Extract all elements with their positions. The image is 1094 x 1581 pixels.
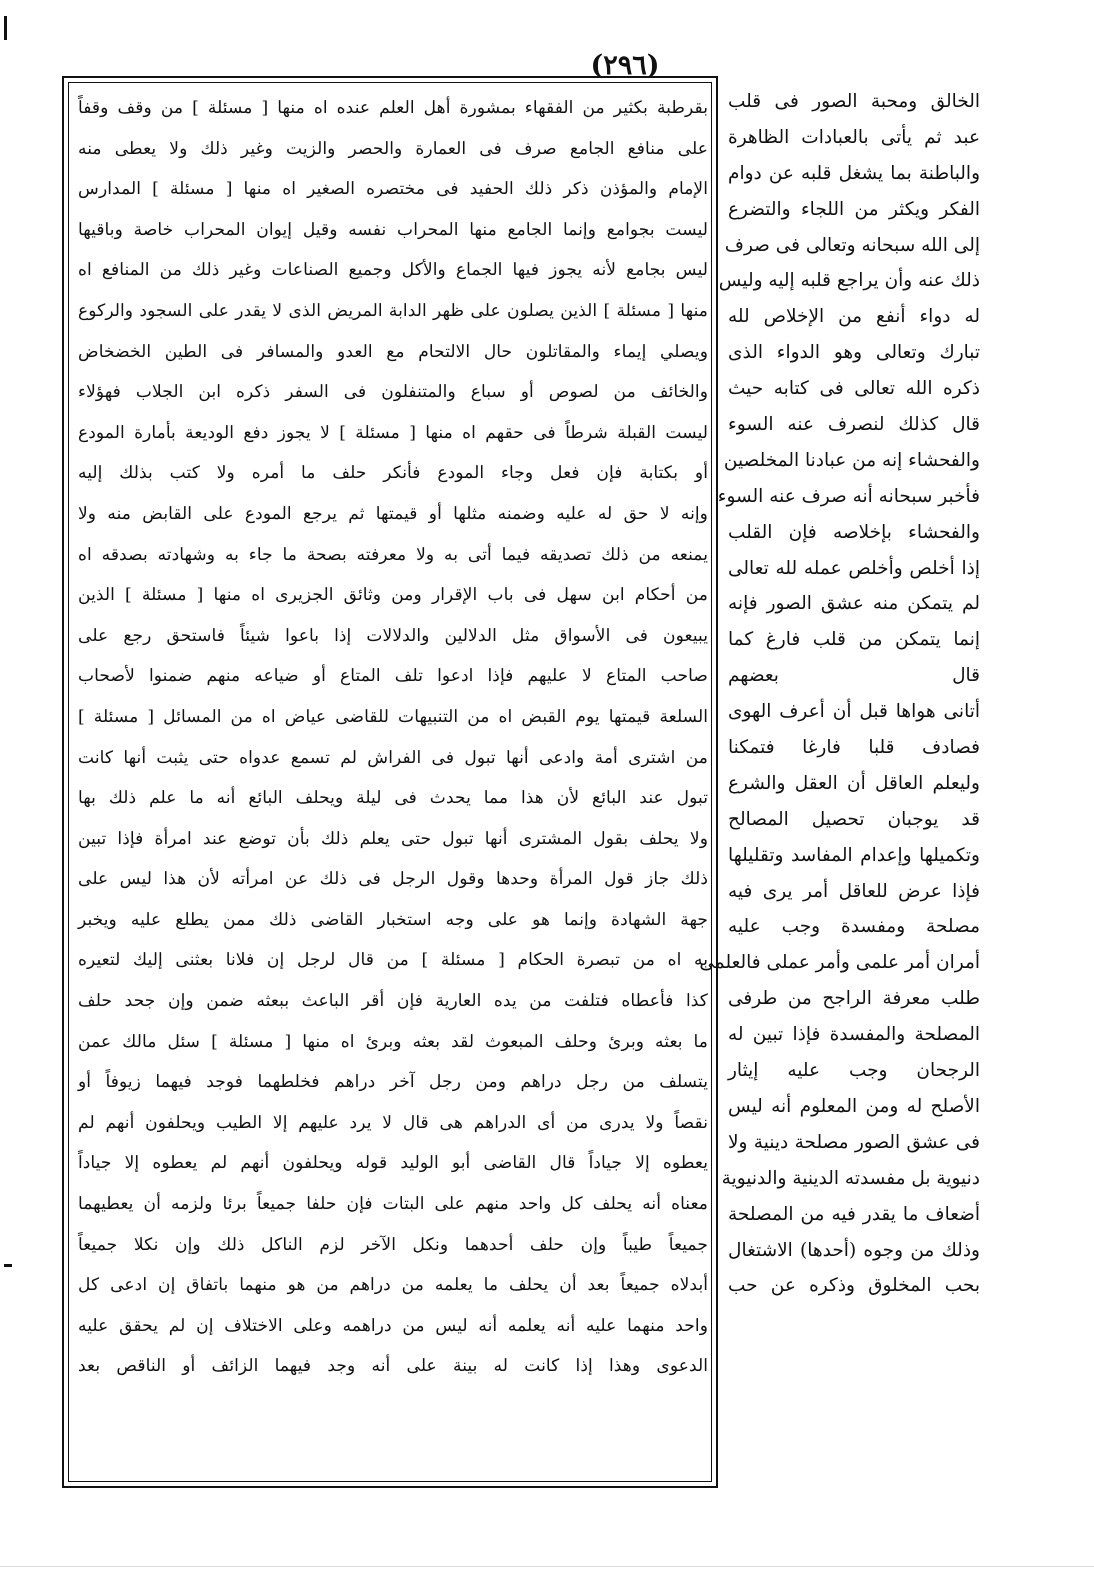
- margin-text-line: عبد ثم يأتى بالعبادات الظاهرة: [728, 126, 980, 148]
- main-text-line: السلعة قيمتها يوم القبض اه من التنبيهات للقاضى عياض اه من المسائل [ مسئلة ]: [78, 706, 708, 727]
- main-text-line: به اه من تبصرة الحكام [ مسئلة ] من قال لرجل إن فلانا بعثنى إليك لتعيره: [78, 950, 708, 971]
- margin-text-line: المصلحة والمفسدة فإذا تبين له: [728, 1024, 980, 1046]
- margin-text-line: وليعلم العاقل أن العقل والشرع: [728, 772, 980, 794]
- main-text-line: يعطوه إلا جياداً قال القاضى أبو الوليد قوله ويحلفون أنهم لم يعطوه إلا جياداً: [78, 1153, 708, 1174]
- margin-text-line: له دواء أنفع من الإخلاص لله: [728, 306, 980, 328]
- main-text-line: يمنعه من ذلك تصديقه فيما أتى به ولا معرفته بصحة ما جاء به وشهادته بصدقه اه: [78, 544, 708, 565]
- main-text-line: تبول عند البائع لأن هذا مما يحدث فى ليلة ويحلف البائع أنه ما علم ذلك بها: [78, 788, 708, 809]
- margin-text-line: والفحشاء بإخلاصه فإن القلب: [728, 521, 980, 543]
- main-text-line: الدعوى وهذا إذا كانت له بينة على أنه وجد فيهما الزائف أو الناقص بعد: [78, 1356, 708, 1377]
- scan-edge-mark: [4, 16, 7, 40]
- main-text-line: الإمام والمؤذن ذكر ذلك الحفيد فى مختصره الصغير اه منها [ مسئلة ] المدارس: [78, 179, 708, 200]
- main-text-line: ويصلي إيماء والمقاتلون حال الالتحام مع العدو والمسافر فى الطين الخضخاض: [78, 341, 708, 362]
- margin-text-line: إذا أخلص وأخلص عمله لله تعالى: [728, 557, 980, 579]
- main-text-line: أبدلاه جميعاً بعد أن يحلف ما يعلمه من دراهم من هو منهما باتفاق إن ادعى كل: [78, 1275, 708, 1296]
- main-text-line: منها [ مسئلة ] الذين يصلون على ظهر الدابة المريض الذى لا يقدر على السجود والركوع: [78, 300, 708, 321]
- margin-text-line: قال بعضهم: [728, 665, 980, 687]
- main-text-line: كذا فأعطاه فتلفت من يده العارية فإن أقر الباعث ببعثه ضمن وإن جحد حلف: [78, 991, 708, 1012]
- margin-text-line: فى عشق الصور مصلحة دينية ولا: [728, 1131, 980, 1153]
- margin-text-line: والفحشاء إنه من عبادنا المخلصين: [723, 449, 980, 471]
- main-text-line: على منافع الجامع صرف فى العمارة والحصر والزيت وغير ذلك ولا يعطى منه: [78, 138, 708, 159]
- main-text-line: صاحب المتاع لا عليهم فإذا ادعوا تلف المتاع أو ضياعه منهم ضمنوا لأصحاب: [78, 666, 708, 687]
- main-text-line: ليست بجوامع وإنما الجامع منها المحراب نفسه وقيل إيوان المحراب خاصة وباقيها: [78, 219, 708, 240]
- margin-text-line: تبارك وتعالى وهو الدواء الذى: [728, 342, 980, 364]
- margin-text-line: ذكره الله تعالى فى كتابه حيث: [728, 378, 980, 400]
- main-text-line: والخائف من لصوص أو سباع والمتنفلون فى السفر ذكره ابن الجلاب فهؤلاء: [78, 382, 708, 403]
- margin-text-column: [699, 84, 980, 1504]
- main-text-line: بقرطبة بكثير من الفقهاء بمشورة أهل العلم عنده اه منها [ مسئلة ] من وقف وقفاً: [78, 98, 708, 118]
- main-text-line: ذلك جاز قول المرأة وحدها وقول الرجل فى ذلك عن امرأته لأن هذا ليس على: [78, 869, 708, 890]
- main-text-line: جميعاً طيباً وإن حلف أحدهما ونكل الآخر لزم الناكل ذلك وإن نكلا جميعاً: [78, 1234, 708, 1255]
- main-text-line: من أحكام ابن سهل فى باب الإقرار ومن وثائق الجزيرى اه منها [ مسئلة ] الذين: [78, 585, 708, 606]
- margin-text-line: وذلك من وجوه (أحدها) الاشتغال: [728, 1239, 980, 1261]
- margin-text-line: لم يتمكن منه عشق الصور فإنه: [728, 593, 980, 615]
- margin-text-line: مصلحة ومفسدة وجب عليه: [728, 916, 980, 938]
- main-text-line: وإنه لا حق له عليه وضمنه مثلها أو قيمتها ثم يرجع المودع على القابض منه ولا: [78, 503, 708, 524]
- main-text-line: يبيعون فى الأسواق مثل الدلالين والدلالات إذا باعوا شيئاً فاستحق رجع على: [78, 625, 708, 646]
- main-text-line: أو بكتابة فإن فعل وجاء المودع فأنكر حلف ما أمره ولا كتب بذلك إليه: [78, 463, 708, 484]
- main-text-line: ليست القبلة شرطاً فى حقهم اه منها [ مسئلة ] لا يجوز دفع الوديعة بأمارة المودع: [78, 422, 708, 443]
- main-text-line: ولا يحلف بقول المشترى أنها تبول حتى يعلم ذلك بأن توضع عند امرأة فإذا تبين: [78, 828, 708, 849]
- margin-text-line: أضعاف ما يقدر فيه من المصلحة: [728, 1203, 980, 1225]
- margin-text-line: فأخبر سبحانه أنه صرف عنه السوء: [717, 485, 980, 507]
- main-text-line: يتسلف من رجل دراهم ومن رجل آخر دراهم فخلطهما فوجد فيهما زيوفاً أو: [78, 1072, 708, 1093]
- margin-text-line: قد يوجبان تحصيل المصالح: [728, 808, 980, 830]
- main-text-line: من اشترى أمة وادعى أنها تبول فى الفراش لم تسمع عدواه حتى يثبت أنها كانت: [78, 747, 708, 768]
- main-text-line: ليس بجامع لأنه يجوز فيها الجماع والأكل وجميع الصناعات وغير ذلك من المنافع اه: [78, 260, 708, 281]
- margin-text-line: الفكر ويكثر من اللجاء والتضرع: [728, 198, 980, 220]
- margin-text-line: أمران أمر علمى وأمر عملى فالعلمى: [699, 952, 980, 974]
- margin-text-line: وتكميلها وإعدام المفاسد وتقليلها: [728, 844, 980, 866]
- main-text-line: معناه أنه يحلف كل واحد منهم على البتات فإن حلفا جميعاً برئا ولزمه أن يعطيهما: [78, 1194, 708, 1215]
- margin-text-line: ذلك عنه وأن يراجع قلبه إليه وليس: [718, 270, 980, 292]
- margin-text-line: أتانى هواها قبل أن أعرف الهوى: [728, 701, 980, 723]
- margin-text-line: إلى الله سبحانه وتعالى فى صرف: [724, 234, 980, 256]
- margin-text-line: دنيوية بل مفسدته الدينية والدنيوية: [721, 1167, 980, 1189]
- main-text-column: [78, 88, 708, 1468]
- margin-text-line: الخالق ومحبة الصور فى قلب: [728, 91, 980, 112]
- margin-text-line: والباطنة بما يشغل قلبه عن دوام: [728, 162, 980, 184]
- margin-text-line: قال كذلك لنصرف عنه السوء: [728, 414, 980, 436]
- scan-bottom-edge: [0, 1566, 1094, 1567]
- main-text-line: جهة الشهادة وإنما هو على وجه استخبار القاضى ذلك ممن يطلع عليه ويخبر: [78, 909, 708, 930]
- margin-text-line: الأصلح له ومن المعلوم أنه ليس: [728, 1095, 980, 1117]
- main-text-line: ما بعثه وبرئ وحلف المبعوث لقد بعثه وبرئ اه منها [ مسئلة ] سئل مالك عمن: [78, 1031, 708, 1052]
- margin-text-line: بحب المخلوق وذكره عن حب: [728, 1275, 980, 1297]
- margin-text-line: إنما يتمكن من قلب فارغ كما: [728, 629, 980, 651]
- margin-text-line: فإذا عرض للعاقل أمر يرى فيه: [728, 880, 980, 902]
- main-text-line: واحد منهما عليه أنه يعلمه أنه ليس من دراهمه وعلى الاختلاف إن لم يحقق عليه: [78, 1315, 708, 1336]
- margin-text-line: فصادف قلبا فارغا فتمكنا: [728, 737, 980, 759]
- page-number: (٢٩٦): [590, 50, 660, 81]
- scan-edge-tick: [4, 1264, 12, 1267]
- main-text-line: نقصاً ولا يدرى من أى الدراهم هى قال لا يرد عليهم إلا الطيب ويحلفون أنهم لم: [78, 1112, 708, 1133]
- margin-text-line: الرجحان وجب عليه إيثار: [728, 1060, 980, 1082]
- margin-text-line: طلب معرفة الراجح من طرفى: [728, 988, 980, 1010]
